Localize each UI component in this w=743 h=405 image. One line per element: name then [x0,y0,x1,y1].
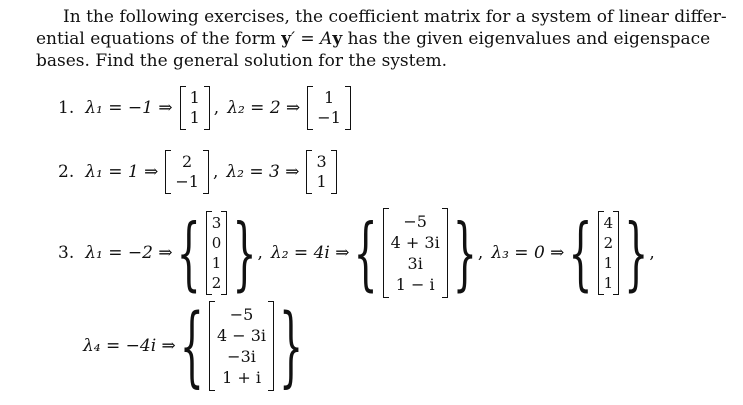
exercise-number: 2. [58,161,75,182]
eigenvalue: λ₁ = −1 ⇒ [85,97,173,118]
eigenspace-basis-vector: 3 0 1 2 [206,211,228,295]
eigenspace-basis-vector: −5 4 + 3i 3i 1 − i [383,208,448,298]
exercise-3-continued: λ₄ = −4i ⇒ { −5 4 − 3i −3i 1 + i } [83,295,304,397]
exercise-2: 2. λ₁ = 1 ⇒ 2 −1 , λ₂ = 3 ⇒ 3 1 [58,150,341,194]
eigenvector: 1 −1 [307,86,351,130]
eigenvector: 2 −1 [165,150,209,194]
eigenvalue: λ₁ = −2 ⇒ [85,242,173,263]
exercise-1: 1. λ₁ = −1 ⇒ 1 1 , λ₂ = 2 ⇒ 1 −1 [58,86,355,130]
vector-y: y [332,29,343,49]
eigenspace-basis-vector: −5 4 − 3i −3i 1 + i [209,301,274,391]
eigenspace-basis-vector: 4 2 1 1 [598,211,620,295]
instructions-paragraph [36,6,727,72]
intro-line-2: ential equations of the form y′ = Ay has the given eigenvalues and eigenspace [36,29,711,49]
eigenvalue: λ₃ = 0 ⇒ [491,242,565,263]
eigenvalue: λ₂ = 3 ⇒ [226,161,300,182]
eigenvector: 1 1 [180,86,210,130]
vector-y: y [281,29,292,49]
eigenvalue: λ₁ = 1 ⇒ [85,161,159,182]
intro-line-3: bases. Find the general solution for the system. [36,51,448,71]
intro-line-1: In the following exercises, the coefficient matrix for a system of linear differ- [63,7,727,27]
eigenvector: 3 1 [306,150,336,194]
exercise-3: 3. λ₁ = −2 ⇒ { 3 0 1 2 } , λ₂ = 4i ⇒ { −5 4 + 3i 3i 1 − i } , λ₃ = 0 ⇒ { 4 2 1 1 } , [58,206,655,300]
exercise-number: 3. [58,242,75,263]
eigenvalue: λ₂ = 4i ⇒ [270,242,350,263]
exercise-number: 1. [58,97,75,118]
eigenvalue: λ₂ = 2 ⇒ [227,97,301,118]
eigenvalue: λ₄ = −4i ⇒ [83,335,176,356]
